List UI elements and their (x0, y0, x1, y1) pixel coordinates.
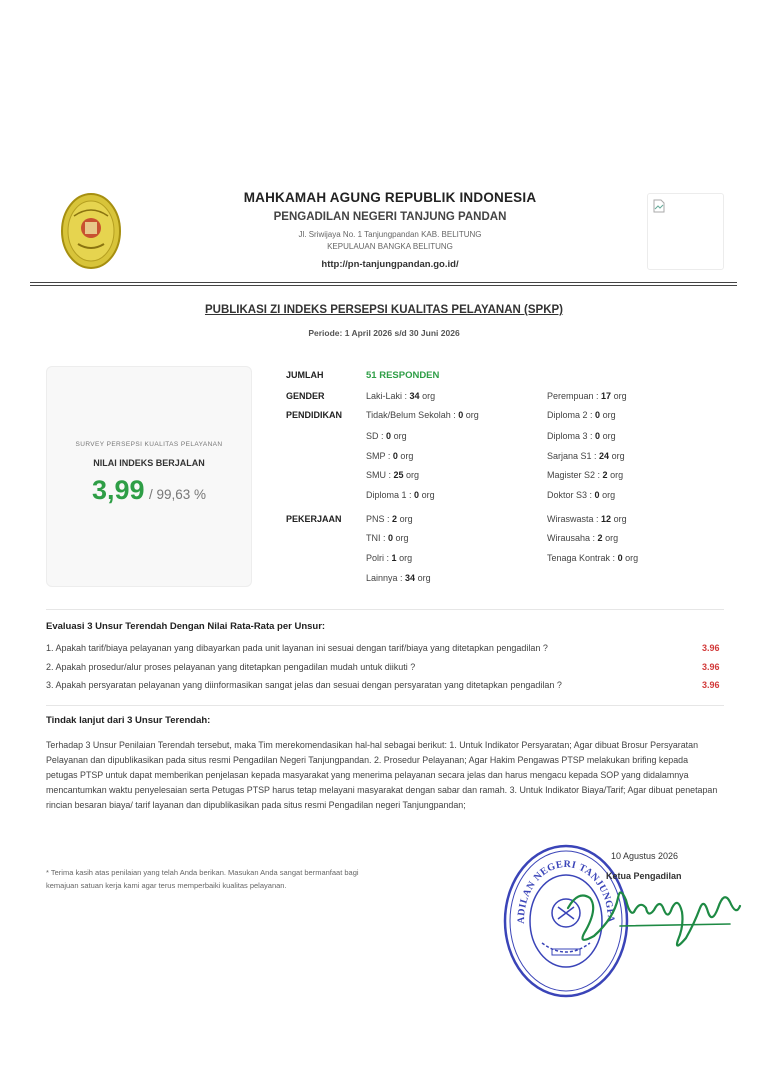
thanks-note: * Terima kasih atas penilaian yang telah Anda berikan. Masukan Anda sangat bermanfaat bagi kemajuan satuan kerja kami agar terus memperbaiki kualitas pelayanan. (46, 868, 359, 890)
header-rule-top (30, 282, 737, 283)
court-name: PENGADILAN NEGERI TANJUNG PANDAN (273, 211, 507, 223)
followup-text: Terhadap 3 Unsur Penilaian Terendah tersebut, maka Tim merekomendasikan hal-hal sebagai berikut: 1. Untuk Indikator Persyaratan; Agar dibuat Brosur Persyaratan Pelayanan dan dipublikasikan pada situs resmi Pengadilan Negeri Tanjungpandan. 2. Prosedur Pelayanan; Agar Hakim Pengawas PTSP melakukan brifing kepada petugas PTSP untuk dapat memberikan penjelasan kepada masyarakat yang menerima pelayanan secara jelas dan harus mengacu kepada SOP yang didalamnya mencantumkan waktu penyelesaian serta Petugas PTSP harus tetap melayani masyarakat dengan sabar dan ramah. 3. Untuk Indikator Biaya/Tarif; Agar dibuat penetapan rincian besaran biaya/ tarif layanan dan dipublikasikan pada situs resmi Pengadilan negeri Tanjungpandan; (46, 740, 718, 810)
evaluation-heading: Evaluasi 3 Unsur Terendah Dengan Nilai Rata-Rata per Unsur: (46, 621, 326, 632)
score-subtitle: NILAI INDEKS BERJALAN (93, 458, 205, 468)
court-address: Jl. Sriwijaya No. 1 Tanjungpandan KAB. BELITUNG (298, 230, 482, 239)
score-label: SURVEY PERSEPSI KUALITAS PELAYANAN (75, 441, 223, 448)
header-rule-bottom (30, 285, 737, 286)
publication-period: Periode: 1 April 2026 s/d 30 Juni 2026 (308, 328, 460, 338)
stat-item: Lainnya : 34 org (366, 573, 431, 583)
section-divider (46, 705, 724, 706)
score-percent: / 99,63 % (148, 487, 207, 502)
publication-title: PUBLIKASI ZI INDEKS PERSEPSI KUALITAS PELAYANAN (SPKP) (204, 304, 564, 316)
stat-item: Laki-Laki : 34 org (366, 391, 436, 401)
score-value: 3,99 (91, 475, 145, 505)
stat-item: Doktor S3 : 0 org (547, 490, 616, 500)
jumlah-value: 51 RESPONDEN (366, 370, 440, 381)
court-logo (60, 192, 122, 270)
stat-item: Tenaga Kontrak : 0 org (547, 553, 639, 563)
stat-item: Wirausaha : 2 org (547, 533, 619, 543)
stat-item: Polri : 1 org (366, 553, 413, 563)
evaluation-score: 3.96 (702, 680, 720, 690)
institution-title: MAHKAMAH AGUNG REPUBLIK INDONESIA (243, 190, 537, 205)
handwritten-signature (560, 868, 745, 963)
signatory-title: Ketua Pengadilan (606, 871, 682, 881)
stat-item: Tidak/Belum Sekolah : 0 org (366, 410, 479, 420)
evaluation-question: 2. Apakah prosedur/alur proses pelayanan yang ditetapkan pengadilan mudah untuk diikuti ? (46, 662, 416, 672)
stat-item: PNS : 2 org (366, 514, 413, 524)
stat-item: Diploma 2 : 0 org (547, 410, 616, 420)
stat-item: Diploma 1 : 0 org (366, 490, 435, 500)
followup-heading: Tindak lanjut dari 3 Unsur Terendah: (46, 715, 211, 726)
evaluation-question: 1. Apakah tarif/biaya pelayanan yang dibayarkan pada unit layanan ini sesuai dengan tarif/biaya yang ditetapkan pengadilan ? (46, 643, 548, 653)
stat-item: Perempuan : 17 org (547, 391, 627, 401)
section-divider (46, 609, 724, 610)
score-card (46, 366, 252, 587)
stat-item: SMU : 25 org (366, 470, 420, 480)
pendidikan-label: PENDIDIKAN (286, 410, 343, 420)
gender-label: GENDER (286, 391, 325, 401)
photo-placeholder (647, 193, 724, 270)
sign-date: 10 Agustus 2026 (611, 851, 679, 861)
evaluation-score: 3.96 (702, 662, 720, 672)
stat-item: TNI : 0 org (366, 533, 409, 543)
score-value-row (47, 475, 251, 506)
stat-item: SMP : 0 org (366, 451, 414, 461)
stat-item: Sarjana S1 : 24 org (547, 451, 625, 461)
evaluation-score: 3.96 (702, 643, 720, 653)
svg-text:PENGADILAN NEGERI TANJUNGPANDA: ADILAN NEGERI TANJUNGPA (515, 858, 617, 924)
court-url[interactable]: http://pn-tanjungpandan.go.id/ (321, 259, 459, 270)
court-province: KEPULAUAN BANGKA BELITUNG (327, 242, 453, 251)
stat-item: SD : 0 org (366, 431, 407, 441)
jumlah-label: JUMLAH (286, 370, 324, 380)
stat-item: Wiraswasta : 12 org (547, 514, 627, 524)
stat-item: Magister S2 : 2 org (547, 470, 624, 480)
broken-image-icon (653, 199, 665, 213)
stat-item: Diploma 3 : 0 org (547, 431, 616, 441)
pekerjaan-label: PEKERJAAN (286, 514, 342, 524)
evaluation-question: 3. Apakah persyaratan pelayanan yang diinformasikan sangat jelas dan sesuai dengan persyaratan yang ditetapkan pengadilan ? (46, 680, 562, 690)
